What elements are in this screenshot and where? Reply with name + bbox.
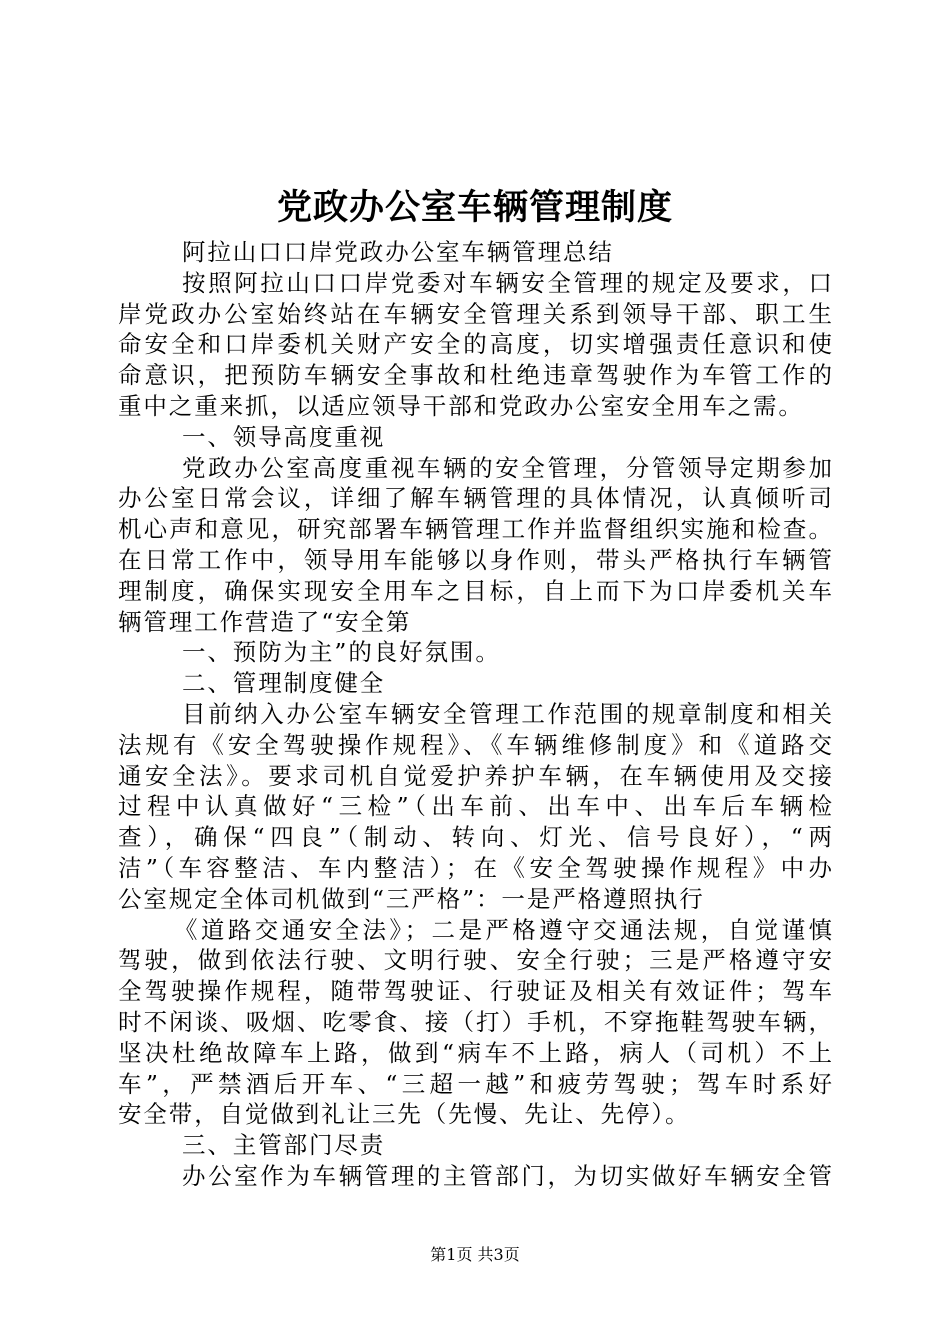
- paragraph-line: 通安全法》。要求司机自觉爱护养护车辆，在车辆使用及交接: [118, 761, 832, 790]
- paragraph-line: 驾驶，做到依法行驶、文明行驶、安全行驶；三是严格遵守安: [118, 946, 832, 975]
- paragraph-line: 公室规定全体司机做到“三严格”：一是严格遵照执行: [118, 884, 705, 913]
- paragraph-line: 全驾驶操作规程，随带驾驶证、行驶证及相关有效证件；驾车: [118, 977, 832, 1006]
- paragraph-line: 辆管理工作营造了“安全第: [118, 607, 412, 636]
- paragraph-line: 一、预防为主”的良好氛围。: [182, 638, 501, 667]
- paragraph-line: 时不闲谈、吸烟、吃零食、接（打）手机，不穿拖鞋驾驶车辆，: [118, 1007, 832, 1036]
- paragraph-line: 理制度，确保实现安全用车之目标，自上而下为口岸委机关车: [118, 576, 832, 605]
- paragraph-line: 办公室日常会议，详细了解车辆管理的具体情况，认真倾听司: [118, 484, 832, 513]
- subtitle-line: 阿拉山口口岸党政办公室车辆管理总结: [182, 238, 614, 266]
- paragraph-line: 洁”（车容整洁、车内整洁）；在《安全驾驶操作规程》中办: [118, 853, 832, 882]
- document-title: 党政办公室车辆管理制度: [276, 187, 673, 228]
- page-number: 第1页 共3页: [430, 1245, 520, 1264]
- paragraph-line: 安全带，自觉做到礼让三先（先慢、先让、先停）。: [118, 1100, 691, 1129]
- paragraph-line: 在日常工作中，领导用车能够以身作则，带头严格执行车辆管: [118, 545, 832, 574]
- document-body: [118, 237, 832, 1192]
- section-heading: 二、管理制度健全: [182, 669, 386, 698]
- paragraph-line: 岸党政办公室始终站在车辆安全管理关系到领导干部、职工生: [118, 299, 832, 328]
- paragraph-line: 命意识，把预防车辆安全事故和杜绝违章驾驶作为车管工作的: [118, 361, 832, 390]
- paragraph-line: 法规有《安全驾驶操作规程》、《车辆维修制度》和《道路交: [118, 730, 832, 759]
- paragraph-line: 过程中认真做好“三检”（出车前、出车中、出车后车辆检: [118, 792, 832, 821]
- paragraph-line: 坚决杜绝故障车上路，做到“病车不上路，病人（司机）不上: [118, 1038, 832, 1067]
- paragraph-line: 办公室作为车辆管理的主管部门，为切实做好车辆安全管: [182, 1161, 832, 1190]
- section-heading: 一、领导高度重视: [182, 422, 386, 451]
- paragraph-line: 《道路交通安全法》；二是严格遵守交通法规，自觉谨慎: [174, 915, 832, 944]
- paragraph-line: 目前纳入办公室车辆安全管理工作范围的规章制度和相关: [182, 699, 832, 728]
- paragraph-line: 查），确保“四良”（制动、转向、灯光、信号良好），“两: [118, 823, 832, 852]
- paragraph-line: 按照阿拉山口口岸党委对车辆安全管理的规定及要求，口: [182, 268, 832, 297]
- paragraph-line: 车”，严禁酒后开车、“三超一越”和疲劳驾驶；驾车时系好: [118, 1069, 832, 1098]
- paragraph-line: 命安全和口岸委机关财产安全的高度，切实增强责任意识和使: [118, 330, 832, 359]
- paragraph-line: 机心声和意见，研究部署车辆管理工作并监督组织实施和检查。: [118, 515, 832, 544]
- paragraph-line: 党政办公室高度重视车辆的安全管理，分管领导定期参加: [182, 453, 832, 482]
- paragraph-line: 重中之重来抓，以适应领导干部和党政办公室安全用车之需。: [118, 391, 804, 420]
- section-heading: 三、主管部门尽责: [182, 1131, 386, 1160]
